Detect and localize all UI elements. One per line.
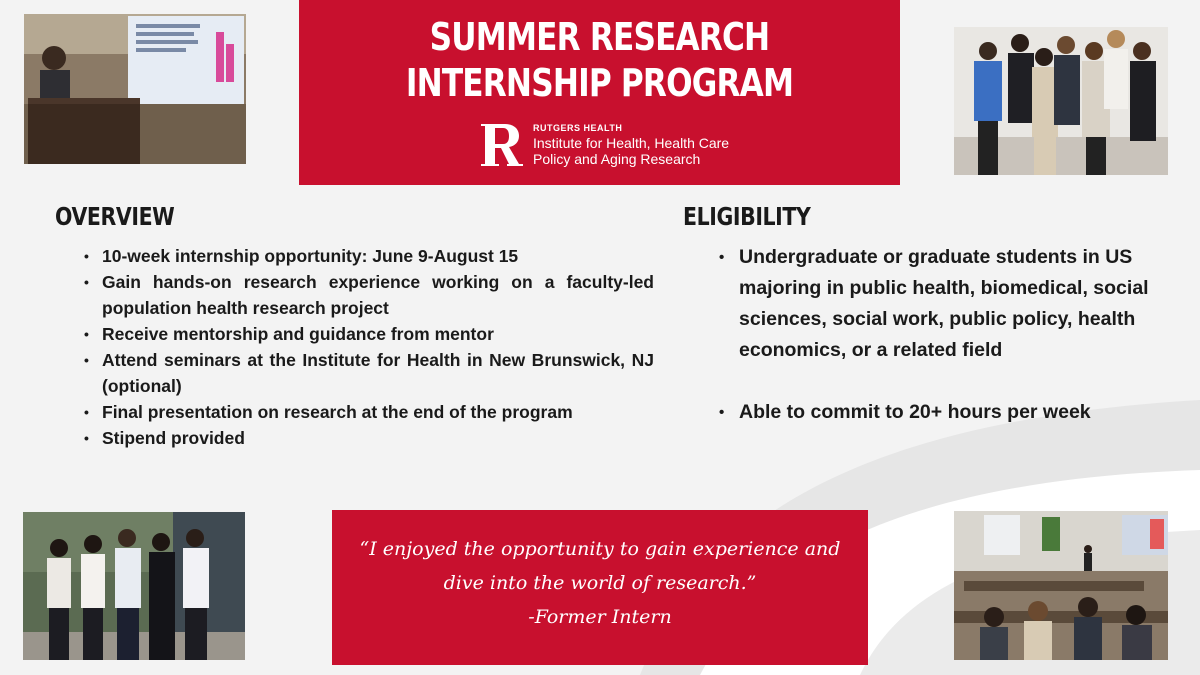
- photo-seminar-room: [954, 511, 1168, 660]
- eligibility-item: • Able to commit to 20+ hours per week: [739, 397, 1159, 428]
- logo-institute-line2: Policy and Aging Research: [533, 151, 701, 167]
- testimonial-quote-box: [332, 510, 868, 665]
- overview-item: • Gain hands-on research experience working on a faculty-led population health research project: [102, 269, 654, 321]
- testimonial-quote: “I enjoyed the opportunity to gain experience and dive into the world of research.”: [359, 538, 841, 594]
- overview-list: [102, 243, 654, 451]
- photo-intern-group-indoor: [954, 27, 1168, 175]
- logo-brand: RUTGERS HEALTH: [533, 123, 623, 133]
- eligibility-list: [739, 242, 1159, 428]
- overview-item: • Final presentation on research at the end of the program: [102, 399, 654, 425]
- rutgers-r-icon: [479, 122, 523, 168]
- testimonial-attribution: -Former Intern: [528, 606, 672, 628]
- overview-heading: OVERVIEW: [55, 202, 175, 231]
- photo-presenter-podium: [24, 14, 246, 164]
- rutgers-logo: [479, 122, 729, 168]
- header-banner: [299, 0, 900, 185]
- logo-institute-line1: Institute for Health, Health Care: [533, 135, 730, 151]
- eligibility-heading: ELIGIBILITY: [683, 202, 811, 231]
- page-title: SUMMER RESEARCH INTERNSHIP PROGRAM: [405, 15, 794, 105]
- photo-intern-group-outdoor: [23, 512, 245, 660]
- overview-item: • Stipend provided: [102, 425, 654, 451]
- overview-item: • 10-week internship opportunity: June 9-August 15: [102, 243, 654, 269]
- eligibility-item: • Undergraduate or graduate students in US majoring in public health, biomedical, social sciences, social work, public policy, health economics, or a related field: [739, 242, 1159, 366]
- overview-item: • Attend seminars at the Institute for Health in New Brunswick, NJ (optional): [102, 347, 654, 399]
- overview-item: • Receive mentorship and guidance from mentor: [102, 321, 654, 347]
